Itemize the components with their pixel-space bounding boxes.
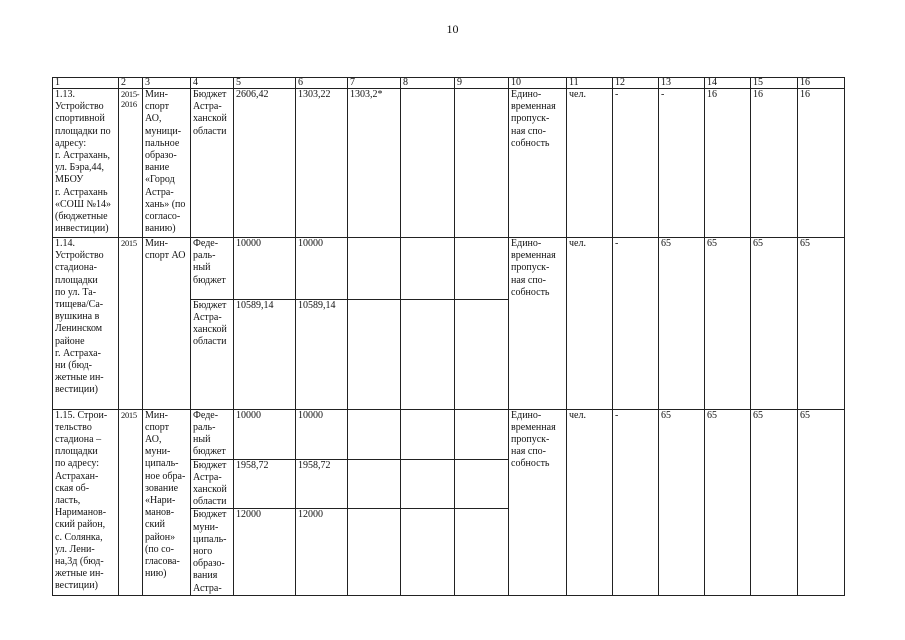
value-col8: [401, 509, 455, 595]
value-col15: 65: [751, 238, 798, 300]
value-col7: [348, 409, 401, 459]
funding-source: Бюджет Астра- ханской области: [191, 459, 234, 509]
funding-source: Бюджет Астра- ханской области: [191, 89, 234, 238]
value-col6: 1958,72: [296, 459, 348, 509]
header-cell: 6: [296, 78, 348, 89]
value-col12: -: [613, 409, 659, 595]
value-col12: -: [613, 89, 659, 238]
value-col9: [455, 89, 509, 238]
header-cell: 1: [53, 78, 119, 89]
value-col15: 65: [751, 409, 798, 595]
header-cell: 9: [455, 78, 509, 89]
header-cell: 5: [234, 78, 296, 89]
value-col13: 65: [659, 238, 705, 300]
header-cell: 2: [119, 78, 143, 89]
value-col15: 16: [751, 89, 798, 238]
value-col7: [348, 509, 401, 595]
indicator-cell: Едино- временная пропуск- ная спо- собность: [509, 89, 567, 238]
value-col12-cont: [613, 299, 659, 409]
years-cell: 2015: [119, 409, 143, 595]
value-col8: [401, 299, 455, 409]
unit-cell: чел.: [567, 89, 613, 238]
header-cell: 16: [798, 78, 845, 89]
value-col8: [401, 459, 455, 509]
activity-name: 1.13. Устройство спортивной площадки по адресу: г. Астрахань, ул. Бэра,44, МБОУ г. Астрахань «СОШ №14» (бюджетные инвестиции): [53, 89, 119, 238]
value-col9: [455, 238, 509, 300]
value-col8: [401, 409, 455, 459]
value-col8: [401, 89, 455, 238]
value-col5: 10589,14: [234, 299, 296, 409]
value-col13-cont: [659, 299, 705, 409]
header-row: [53, 78, 845, 89]
value-col6: 10000: [296, 238, 348, 300]
value-col5: 2606,42: [234, 89, 296, 238]
header-cell: 10: [509, 78, 567, 89]
table-row-1-13: [53, 89, 845, 238]
header-cell: 15: [751, 78, 798, 89]
value-col6: 10000: [296, 409, 348, 459]
value-col9: [455, 509, 509, 595]
header-cell: 8: [401, 78, 455, 89]
unit-cell: чел.: [567, 238, 613, 300]
value-col5: 1958,72: [234, 459, 296, 509]
value-col16-cont: [798, 299, 845, 409]
value-col5: 12000: [234, 509, 296, 595]
page-number: 10: [446, 22, 459, 36]
value-col13: 65: [659, 409, 705, 595]
program-table: [52, 77, 845, 596]
indicator-cell-cont: [509, 299, 567, 409]
value-col14: 16: [705, 89, 751, 238]
funding-source: Феде- раль- ный бюджет: [191, 409, 234, 459]
value-col9: [455, 459, 509, 509]
value-col13: -: [659, 89, 705, 238]
table-row-1-15: [53, 409, 845, 459]
value-col14: 65: [705, 409, 751, 595]
value-col8: [401, 238, 455, 300]
value-col12: -: [613, 238, 659, 300]
value-col14: 65: [705, 238, 751, 300]
header-cell: 4: [191, 78, 234, 89]
years-cell: 2015- 2016: [119, 89, 143, 238]
value-col9: [455, 409, 509, 459]
header-cell: 7: [348, 78, 401, 89]
table-row-1-14: [53, 238, 845, 300]
value-col7: [348, 459, 401, 509]
header-cell: 14: [705, 78, 751, 89]
unit-cell: чел.: [567, 409, 613, 595]
value-col7: [348, 238, 401, 300]
indicator-cell: Едино- временная пропуск- ная спо- собность: [509, 409, 567, 595]
value-col6: 10589,14: [296, 299, 348, 409]
header-cell: 11: [567, 78, 613, 89]
value-col9: [455, 299, 509, 409]
unit-cell-cont: [567, 299, 613, 409]
value-col16: 65: [798, 409, 845, 595]
activity-name: 1.15. Строи- тельство стадиона – площадки по адресу: Астрахан- ская об- ласть, Нариманов- ский район, с. Солянка, ул. Лени- на,3д (бюд- жетные ин- вестиции): [53, 409, 119, 595]
value-col16: 16: [798, 89, 845, 238]
executor-cell: Мин- спорт АО, муни- ципаль- ное обра- зование «Нари- манов- ский район» (по со- гласова- нию): [143, 409, 191, 595]
value-col5: 10000: [234, 238, 296, 300]
value-col6: 12000: [296, 509, 348, 595]
indicator-cell: Едино- временная пропуск- ная спо- собность: [509, 238, 567, 300]
header-cell: 13: [659, 78, 705, 89]
value-col14-cont: [705, 299, 751, 409]
funding-source: Бюджет муни- ципаль- ного образо- вания Астра-: [191, 509, 234, 595]
value-col6: 1303,22: [296, 89, 348, 238]
funding-source: Феде- раль- ный бюджет: [191, 238, 234, 300]
header-cell: 12: [613, 78, 659, 89]
executor-cell: Мин- спорт АО: [143, 238, 191, 410]
value-col15-cont: [751, 299, 798, 409]
value-col16: 65: [798, 238, 845, 300]
executor-cell: Мин- спорт АО, муници- пальное образо- вание «Город Астра- хань» (по согласо- ванию): [143, 89, 191, 238]
value-col7: 1303,2*: [348, 89, 401, 238]
years-cell: 2015: [119, 238, 143, 410]
funding-source: Бюджет Астра- ханской области: [191, 299, 234, 409]
value-col7: [348, 299, 401, 409]
activity-name: 1.14. Устройство стадиона- площадки по ул. Та- тищева/Са- вушкина в Ленинском районе г. Астраха- ни (бюд- жетные ин- вестиции): [53, 238, 119, 410]
value-col5: 10000: [234, 409, 296, 459]
header-cell: 3: [143, 78, 191, 89]
